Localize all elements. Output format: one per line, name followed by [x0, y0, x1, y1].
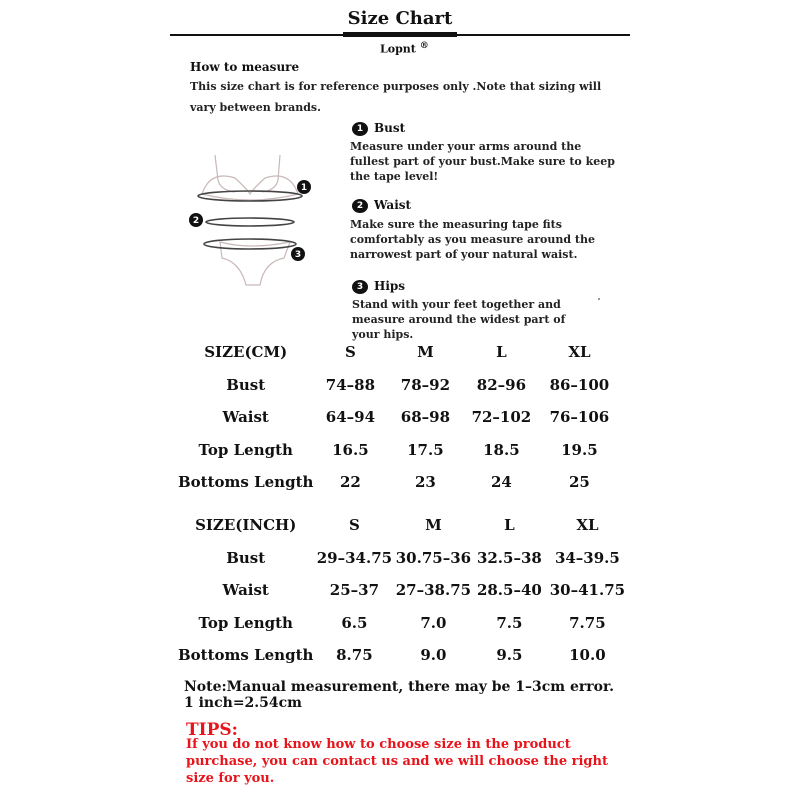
header-cell: XL — [568, 343, 591, 362]
row-label: Waist — [222, 408, 269, 427]
waist-title: Waist — [374, 198, 412, 212]
number-1-icon: 1 — [352, 122, 368, 136]
table-row — [178, 607, 627, 640]
table-row — [178, 639, 627, 672]
table-cell: 19.5 — [561, 440, 598, 459]
table-cell: 30–41.75 — [549, 581, 626, 600]
table-cell: 24 — [490, 473, 512, 492]
table-cell: 7.5 — [496, 613, 523, 632]
row-label: Top Length — [198, 440, 293, 459]
table-cell: 16.5 — [332, 440, 369, 459]
number-3-icon: 3 — [352, 280, 368, 294]
waist-line — [206, 218, 294, 226]
table-row — [178, 574, 627, 607]
header-cell: L — [496, 343, 507, 362]
table-cell: 28.5–40 — [476, 581, 542, 600]
table-cell: 25–37 — [329, 581, 380, 600]
bust-title: Bust — [374, 121, 406, 135]
page-title: Size Chart — [347, 8, 453, 29]
stray-dot — [598, 298, 600, 300]
brand-name — [380, 41, 429, 56]
note-line-2: 1 inch=2.54cm — [184, 695, 302, 711]
table-cell: 68–98 — [400, 408, 451, 427]
note-line-1: Note:Manual measurement, there may be 1–3cm error. — [184, 679, 614, 695]
table-row — [178, 401, 619, 434]
header-cell: XL — [576, 516, 599, 535]
tips-heading: TIPS: — [186, 720, 238, 740]
table-cell: 25 — [568, 473, 590, 492]
hips-description: Stand with your feet together and measure around the widest part of your hips. — [352, 298, 566, 341]
hips-heading — [352, 279, 405, 294]
cm-size-table — [178, 336, 619, 499]
row-label: Top Length — [198, 613, 293, 632]
table-cell: 32.5–38 — [476, 548, 542, 567]
header-cell: SIZE(INCH) — [195, 516, 297, 535]
table-cell: 7.75 — [569, 613, 606, 632]
table-header-row — [178, 336, 619, 369]
table-cell: 22 — [339, 473, 361, 492]
table-row — [178, 434, 619, 467]
table-cell: 9.5 — [496, 646, 523, 665]
marker-3-label: 3 — [294, 250, 302, 260]
brand-text: Lopnt — [380, 42, 416, 56]
table-cell: 72–102 — [471, 408, 532, 427]
intro-text: This size chart is for reference purposes only .Note that sizing will vary between brands. — [190, 80, 602, 114]
table-row — [178, 369, 619, 402]
header-cell: S — [344, 343, 356, 362]
left-strap — [215, 155, 235, 192]
table-row — [178, 542, 627, 575]
bust-description: Measure under your arms around the fullest part of your bust.Make sure to keep the tape level! — [350, 140, 615, 183]
marker-2-label: 2 — [192, 216, 200, 226]
header-cell: M — [425, 516, 442, 535]
measurement-diagram — [180, 150, 320, 290]
header-cell: S — [348, 516, 360, 535]
inch-size-table — [178, 509, 627, 672]
table-cell: 74–88 — [325, 375, 376, 394]
row-label: Waist — [222, 581, 269, 600]
row-label: Bust — [226, 375, 266, 394]
table-cell: 17.5 — [407, 440, 444, 459]
table-cell: 18.5 — [483, 440, 520, 459]
header-cell: SIZE(CM) — [204, 343, 288, 362]
marker-1-label: 1 — [300, 183, 308, 193]
waist-heading — [352, 198, 411, 213]
table-cell: 30.75–36 — [395, 548, 472, 567]
tips-text: If you do not know how to choose size in the product purchase, you can contact us and we will choose the right size for you. — [186, 737, 608, 786]
table-header-row — [178, 509, 627, 542]
table-cell: 8.75 — [336, 646, 373, 665]
number-2-icon: 2 — [352, 199, 368, 213]
row-label: Bottoms Length — [178, 473, 314, 492]
table-row — [178, 466, 619, 499]
measurement-note — [184, 679, 614, 711]
table-cell: 76–106 — [549, 408, 610, 427]
table-cell: 86–100 — [549, 375, 610, 394]
header-cell: M — [417, 343, 434, 362]
registered-mark: ® — [419, 41, 429, 51]
how-to-measure-heading: How to measure — [190, 60, 300, 74]
table-cell: 7.0 — [420, 613, 447, 632]
table-cell: 29–34.75 — [316, 548, 393, 567]
table-cell: 34–39.5 — [554, 548, 620, 567]
table-cell: 82–96 — [476, 375, 527, 394]
table-cell: 10.0 — [569, 646, 606, 665]
waist-description: Make sure the measuring tape fits comfortably as you measure around the narrowest part of your natural waist. — [350, 218, 595, 261]
table-cell: 6.5 — [341, 613, 368, 632]
bust-heading — [352, 121, 405, 136]
header-cell: L — [504, 516, 515, 535]
title-divider-accent — [343, 32, 457, 37]
table-cell: 78–92 — [400, 375, 451, 394]
row-label: Bust — [226, 548, 266, 567]
table-cell: 23 — [414, 473, 436, 492]
hips-title: Hips — [374, 279, 406, 293]
table-cell: 9.0 — [420, 646, 447, 665]
table-cell: 27–38.75 — [395, 581, 472, 600]
table-cell: 64–94 — [325, 408, 376, 427]
row-label: Bottoms Length — [178, 646, 314, 665]
